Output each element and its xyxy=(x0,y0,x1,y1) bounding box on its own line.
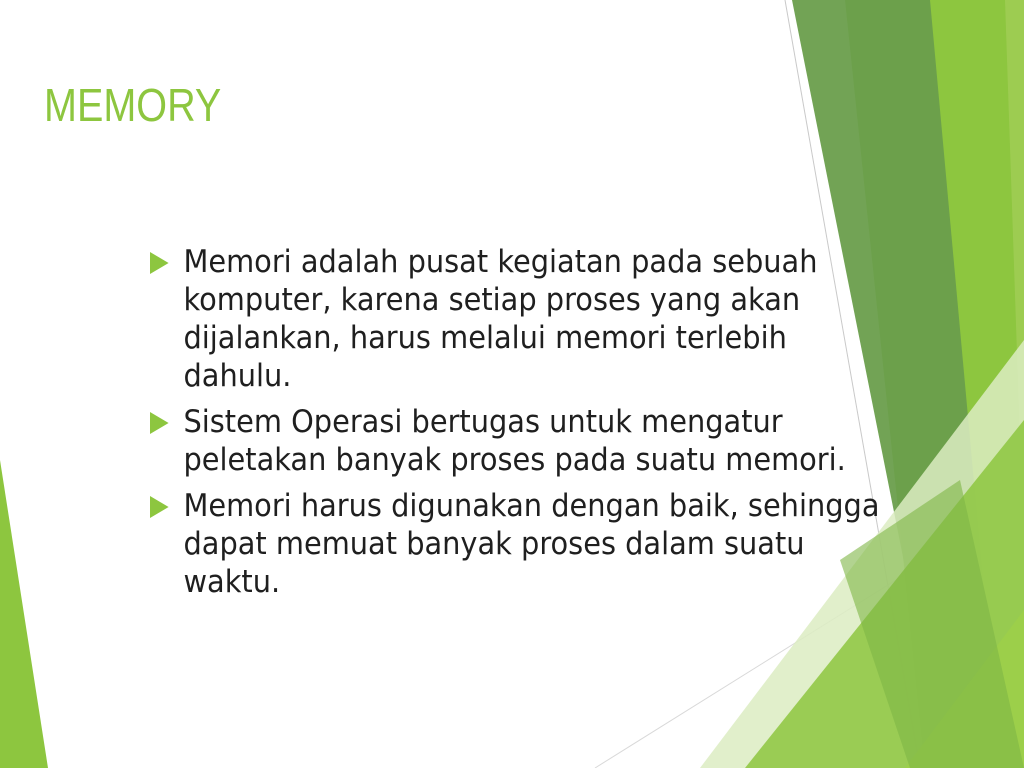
bullet-item xyxy=(150,243,894,395)
bullet-text: Sistem Operasi bertugas untuk mengatur peletakan banyak proses pada suatu memori. xyxy=(183,404,846,478)
bullet-list xyxy=(150,243,950,609)
triangle-right-icon xyxy=(150,496,169,518)
bullet-text: Memori adalah pusat kegiatan pada sebuah komputer, karena setiap proses yang akan dijalankan, harus melalui memori terlebih dahulu. xyxy=(183,244,818,394)
left-edge-shape xyxy=(0,460,48,768)
bullet-item xyxy=(150,403,894,479)
bullet-item xyxy=(150,487,894,601)
triangle-right-icon xyxy=(150,252,169,274)
bullet-text: Memori harus digunakan dengan baik, sehingga dapat memuat banyak proses dalam suatu waktu. xyxy=(183,488,880,600)
triangle-right-icon xyxy=(150,412,169,434)
slide-title: MEMORY xyxy=(44,79,222,131)
